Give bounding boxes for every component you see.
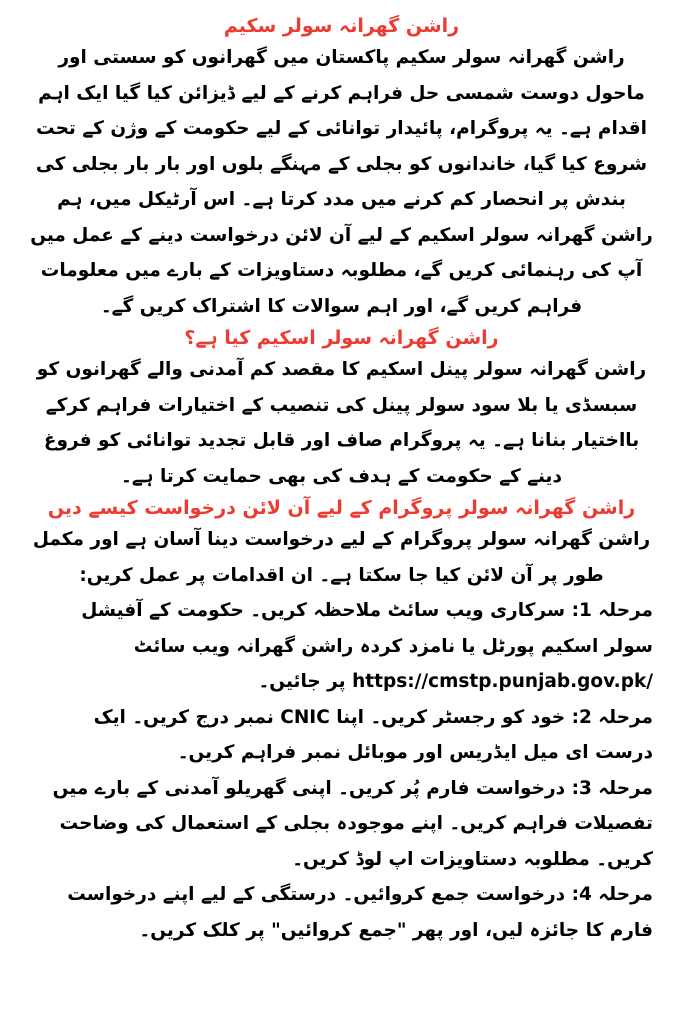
step-3-text: درخواست فارم پُر کریں۔ اپنی گھریلو آمدنی کے بارے میں تفصیلات فراہم کریں۔ اپنے موجودہ بجلی کے استعمال کی وضاحت کریں۔ مطلوبہ دستاویزات اپ لوڈ کریں۔ [52,777,653,870]
step-1-label: مرحلہ 1: [571,600,653,621]
section-heading-2: راشن گھرانہ سولر اسکیم کیا ہے؟ [184,327,499,349]
step-4 [30,877,653,948]
application-intro-paragraph: راشن گھرانہ سولر پروگرام کے لیے درخواست دینا آسان ہے اور مکمل طور پر آن لائن کیا جا سکتا ہے۔ ان اقدامات پر عمل کریں: [32,529,651,586]
step-1 [30,593,653,700]
step-2-label: مرحلہ 2: [571,706,653,728]
step-1-text-end: پر جائیں۔ [258,671,346,692]
step-1-text: سرکاری ویب سائٹ ملاحظہ کریں۔ حکومت کے آفیشل سولر اسکیم پورٹل یا نامزد کردہ راشن گھرانہ ویب سائٹ [81,600,653,657]
intro-paragraph: راشن گھرانہ سولر سکیم پاکستان میں گھرانوں کو سستی اور ماحول دوست شمسی حل فراہم کرنے کے لیے ڈیزائن کیا گیا ایک اہم اقدام ہے۔ یہ پروگرام، پائیدار توانائی کے لیے حکومت کے وژن کے تحت شروع کیا گیا، خاندانوں کو بجلی کے مہنگے بلوں اور بار بار بجلی کی بندش پر انحصار کم کرنے میں مدد کرتا ہے۔ اس آرٹیکل میں، ہم راشن گھرانہ سولر اسکیم کے لیے آن لائن درخواست دینے کے عمل میں آپ کی رہنمائی کریں گے، مطلوبہ دستاویزات کے بارے میں معلومات فراہم کریں گے، اور اہم سوالات کا اشتراک کریں گے۔ [30,47,653,317]
step-4-text: درخواست جمع کروائیں۔ درستگی کے لیے اپنے درخواست فارم کا جائزہ لیں، اور پھر "جمع کروائیں" پر کلک کریں۔ [67,884,653,941]
scheme-description-paragraph: راشن گھرانہ سولر پینل اسکیم کا مقصد کم آمدنی والے گھرانوں کو سبسڈی یا بلا سود سولر پینل کی تنصیب کے اختیارات فراہم کرکے بااختیار بنانا ہے۔ یہ پروگرام صاف اور قابل تجدید توانائی کو فروغ دینے کے حکومت کے ہدف کی بھی حمایت کرتا ہے۔ [36,359,647,487]
portal-url-link[interactable]: https://cmstp.punjab.gov.pk/ [352,671,653,692]
step-2-text: خود کو رجسٹر کریں۔ اپنا CNIC نمبر درج کریں۔ ایک درست ای میل ایڈریس اور موبائل نمبر فراہم کریں۔ [93,706,653,763]
step-2 [30,700,653,771]
section-heading-3: راشن گھرانہ سولر پروگرام کے لیے آن لائن درخواست کیسے دیں [47,497,636,519]
step-3-label: مرحلہ 3: [571,777,653,799]
section-heading-1: راشن گھرانہ سولر سکیم [223,15,460,37]
step-4-label: مرحلہ 4: [571,884,653,905]
step-3 [30,771,653,878]
